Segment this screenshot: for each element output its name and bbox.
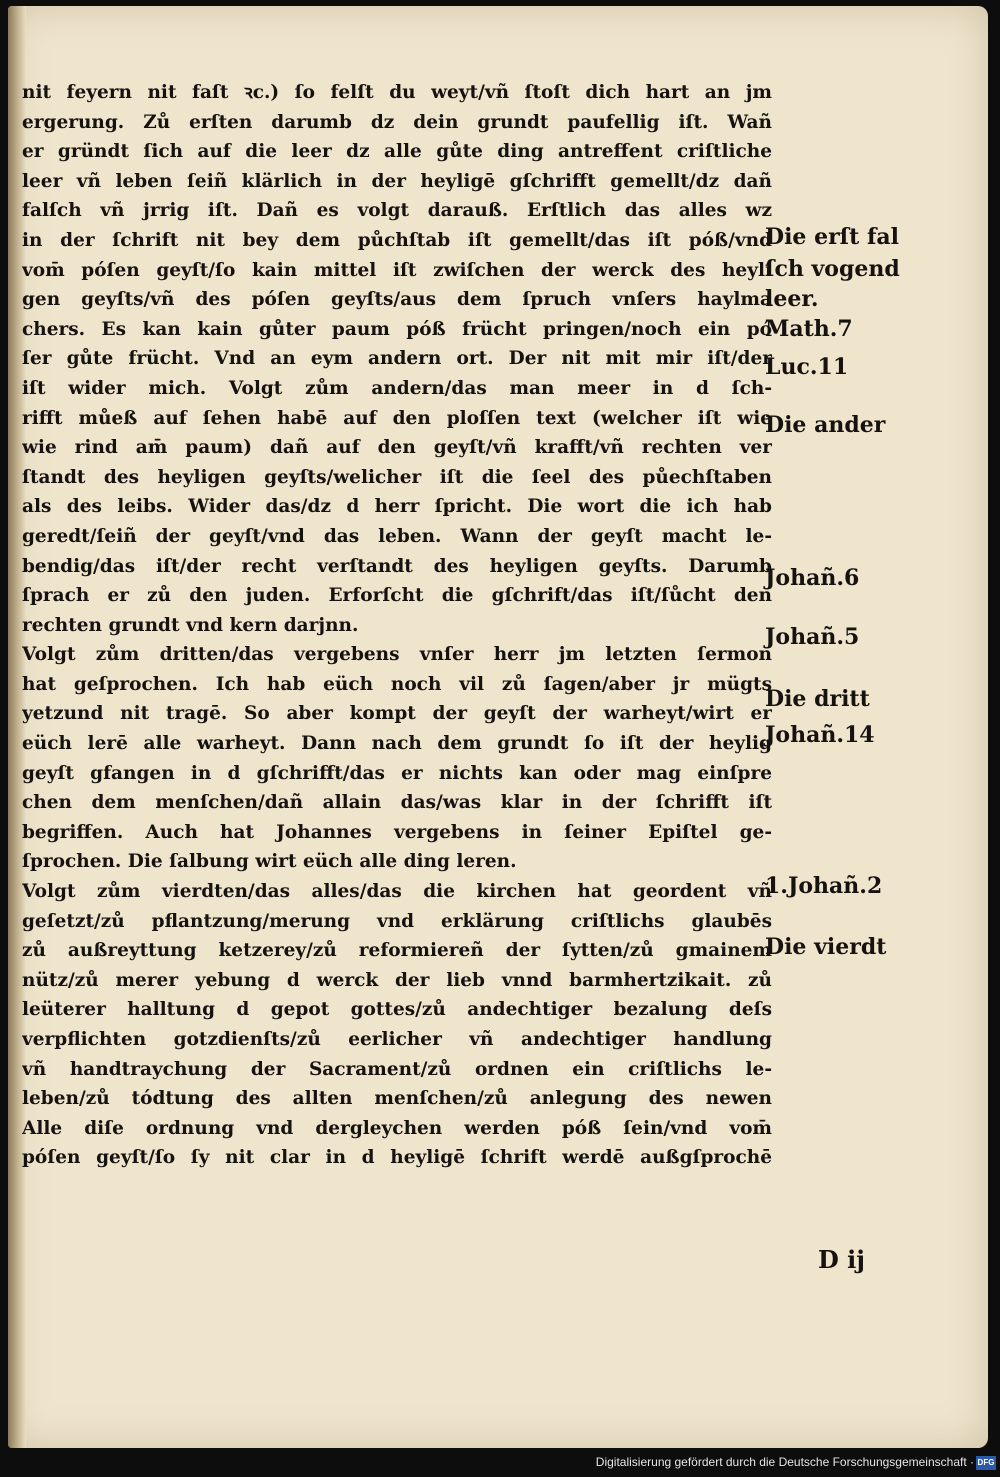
text-line: zů außreyttung ketzerey/zů reformiereñ der ſytten/zů gmainem	[22, 940, 772, 962]
text-line: er gründt ſich auf die leer dz alle gůte ding antreffent criſtliche	[22, 141, 772, 163]
text-line: yetzund nit tragē. So aber kompt der geyſt der warheyt/wirt er	[22, 703, 772, 725]
text-line: geyſt gfangen in d gſchrifft/das er nichts kan oder mag einſpre	[22, 762, 772, 784]
main-text-block	[22, 78, 772, 1173]
sidenote-reference: Johañ.14	[765, 722, 875, 748]
text-line: chers. Es kan kain gůter paum póß frücht pringen/noch ein pó	[22, 318, 772, 340]
sidenote: Die ander	[765, 412, 886, 438]
text-line: ſtandt des heyligen geyſts/welicher iſt die ſeel des půechſtaben	[22, 466, 772, 488]
text-line: geſetzt/zů pflantzung/merung vnd erklärung criſtlichs glaubēs	[22, 910, 772, 932]
text-line: gen geyſts/vñ des póſen geyſts/aus dem ſpruch vnſers haylma	[22, 289, 772, 311]
text-line: hat geſprochen. Ich hab eüch noch vil zů ſagen/aber jr mügts	[22, 673, 772, 695]
text-line: nütz/zů merer yebung d werck der lieb vnnd barmhertzikait. zů	[22, 969, 772, 991]
text-line: rifft můeß auf ſehen habē auf den ploſſen text (welcher iſt wie	[22, 407, 772, 429]
sidenote: Die dritt	[765, 686, 870, 712]
text-line: leben/zů tódtung des allten menſchen/zů anlegung des newen	[22, 1088, 772, 1110]
text-line: iſt wider mich. Volgt zům andern/das man meer in d ſch-	[22, 377, 772, 399]
text-line: wie rind am̄ paum) dañ auf den geyſt/vñ krafft/vñ rechten ver	[22, 437, 772, 459]
signature-mark: D ij	[818, 1245, 865, 1274]
text-line: Volgt zům dritten/das vergebens vnſer herr jm letzten ſermon	[22, 644, 772, 666]
text-line: ergerung. Zů erſten darumb dz dein grundt paufellig iſt. Wañ	[22, 111, 772, 133]
text-line: falſch vñ jrrig iſt. Dañ es volgt darauß. Erſtlich das alles wz	[22, 200, 772, 222]
text-line: ſer gůte frücht. Vnd an eym andern ort. Der nit mit mir iſt/der	[22, 348, 772, 370]
sidenote: leer.	[765, 286, 819, 312]
text-line: chen dem menſchen/dañ allain das/was klar in der ſchrifft iſt	[22, 792, 772, 814]
sidenote-reference: Luc.11	[765, 354, 849, 380]
text-line: leer vñ leben ſeiñ klärlich in der heyligē gſchrifft gemellt/dz dañ	[22, 170, 772, 192]
footer-bar	[0, 1448, 1000, 1477]
text-line: in der ſchrift nit bey dem půchſtab iſt gemellt/das iſt póß/vnd	[22, 229, 772, 251]
sidenote-reference: Johañ.6	[765, 565, 860, 591]
text-line: als des leibs. Wider das/dz d herr ſpricht. Die wort die ich hab	[22, 496, 772, 518]
text-line: Alle diſe ordnung vnd dergleychen werden póß ſein/vnd vom̄	[22, 1117, 772, 1139]
text-line: leüterer halltung d gepot gottes/zů andechtiger bezalung deſs	[22, 999, 772, 1021]
dfg-logo-icon: DFG	[976, 1456, 996, 1470]
text-line: begriffen. Auch hat Johannes vergebens in ſeiner Epiſtel ge-	[22, 821, 772, 843]
text-line: eüch lerē alle warheyt. Dann nach dem grundt ſo iſt der heylig	[22, 733, 772, 755]
text-line: vom̄ póſen geyſt/ſo kain mittel iſt zwiſchen der werck des heyli	[22, 259, 772, 281]
footer-credit: Digitalisierung gefördert durch die Deutsche Forschungsgemeinschaft ·	[595, 1455, 974, 1469]
sidenote: ſch vogend	[765, 256, 900, 282]
sidenote: Die vierdt	[765, 934, 887, 960]
text-line: verpflichten gotzdienſts/zů eerlicher vñ andechtiger handlung	[22, 1029, 772, 1050]
text-line: nit feyern nit faſt ꝛc.) ſo felſt du weyt/vñ ſtoſt dich hart an jm	[22, 82, 772, 103]
text-line: ſprach er zů den juden. Erforſcht die gſchrift/das iſt/ſůcht den	[22, 585, 772, 607]
text-line: póſen geyſt/ſo ſy nit clar in d heyligē ſchrift werdē außgſprochē	[22, 1147, 772, 1169]
text-line: rechten grundt vnd kern darjnn.	[22, 614, 359, 636]
text-line: vñ handtraychung der Sacrament/zů ordnen ein criſtlichs le-	[22, 1058, 772, 1080]
sidenote: Die erſt fal	[765, 224, 900, 250]
text-line: bendig/das iſt/der recht verſtandt des heyligen geyſts. Darumb	[22, 555, 772, 577]
text-line: Volgt zům vierdten/das alles/das die kirchen hat geordent vñ	[22, 881, 772, 903]
sidenote-reference: Johañ.5	[765, 624, 860, 650]
sidenote-reference: Math.7	[765, 316, 853, 342]
sidenote-reference: 1.Johañ.2	[765, 873, 883, 899]
text-line: geredt/ſeiñ der geyſt/vnd das leben. Wann der geyſt macht le-	[22, 525, 772, 547]
text-line: ſprochen. Die ſalbung wirt eüch alle ding leren.	[22, 851, 517, 873]
